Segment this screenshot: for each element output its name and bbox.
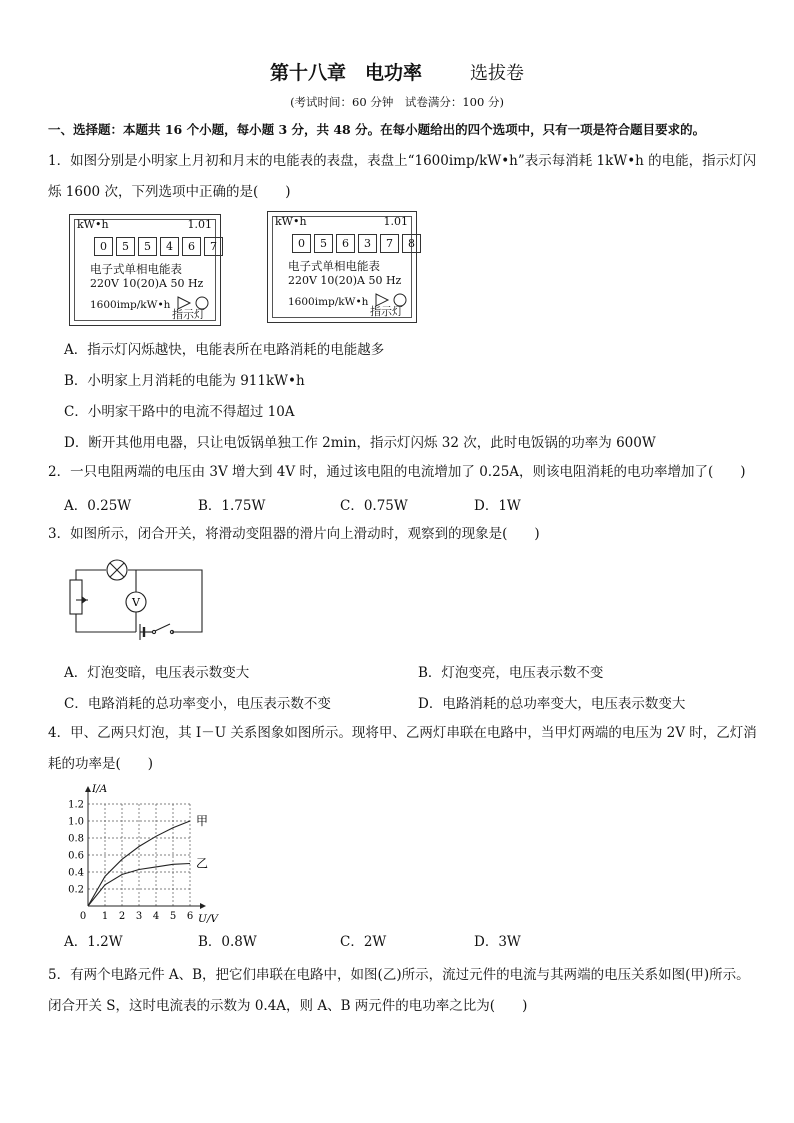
series-label: 乙	[196, 856, 209, 871]
y-tick-label: 0.8	[68, 833, 84, 845]
q2-option-b[interactable]: B．1.75W	[198, 498, 266, 514]
x-tick-label: 5	[169, 911, 177, 922]
meter-digit: 6	[336, 234, 355, 253]
question-5-stem: 5．有两个电路元件 A、B，把它们串联在电路中，如图(乙)所示，流过元件的电流与其两端的电压关系如图(甲)所示。闭合开关 S，这时电流表的示数为 0.4A，则 A、B 两元件的电功率之比为( )	[48, 967, 750, 1014]
question-2-stem: 2．一只电阻两端的电压由 3V 增大到 4V 时，通过该电阻的电流增加了 0.25A，则该电阻消耗的电功率增加了( )	[48, 464, 746, 480]
q4-option-a[interactable]: A．1.2W	[64, 934, 123, 950]
q1-option-a[interactable]: A．指示灯闪烁越快，电能表所在电路消耗的电能越多	[64, 342, 385, 358]
x-axis-arrow	[200, 903, 206, 909]
q2-option-a[interactable]: A．0.25W	[64, 498, 132, 514]
exam-tag: 选拔卷	[470, 63, 524, 84]
chart-ticks	[68, 783, 219, 925]
x-tick-label: 2	[118, 911, 126, 922]
y-tick-label: 0.6	[68, 850, 84, 862]
meter-constant: 1600imp/kW•h	[90, 299, 171, 311]
meter-digits	[94, 237, 226, 256]
question-3-stem: 3．如图所示，闭合开关，将滑动变阻器的滑片向上滑动时，观察到的现象是( )	[48, 526, 540, 542]
indicator-label: 指示灯	[172, 308, 205, 321]
meter-digit: 5	[116, 237, 135, 256]
q2-option-c[interactable]: C．0.75W	[340, 498, 408, 514]
meter-version: 1.01	[187, 218, 212, 231]
chapter-title: 第十八章 电功率	[269, 62, 422, 84]
meter-month-start	[69, 214, 221, 326]
exam-info: (考试时间：60 分钟 试卷满分：100 分)	[290, 95, 504, 109]
q3-circuit-diagram	[62, 556, 212, 648]
y-axis-arrow	[85, 786, 91, 792]
meter-type: 电子式单相电能表	[90, 262, 182, 276]
q2-option-d[interactable]: D．1W	[474, 498, 521, 514]
meter-version: 1.01	[383, 215, 408, 228]
q1-option-c[interactable]: C．小明家干路中的电流不得超过 10A	[64, 404, 295, 420]
meter-rating: 220V 10(20)A 50 Hz	[90, 277, 204, 290]
x-tick-label: 1	[101, 911, 109, 922]
y-tick-label: 1.0	[68, 816, 84, 828]
q4-option-b[interactable]: B．0.8W	[198, 934, 257, 950]
meter-digit: 6	[182, 237, 201, 256]
meter-constant: 1600imp/kW•h	[288, 296, 369, 308]
meter-month-end	[267, 211, 417, 323]
section-heading: 一、选择题：本题共 16 个小题，每小题 3 分，共 48 分。在每小题给出的四个选项中，只有一项是符合题目要求的。	[48, 122, 706, 137]
question-1-stem: 1．如图分别是小明家上月初和月末的电能表的表盘，表盘上“1600imp/kW•h”表示每消耗 1kW•h 的电能，指示灯闪烁 1600 次，下列选项中正确的是( )	[48, 153, 757, 200]
meter-digit: 0	[94, 237, 113, 256]
indicator-label: 指示灯	[370, 305, 403, 318]
x-tick-label: 0	[79, 911, 87, 922]
x-axis-label: U/V	[198, 913, 218, 925]
meter-digit: 5	[314, 234, 333, 253]
q1-option-b[interactable]: B．小明家上月消耗的电能为 911kW•h	[64, 373, 305, 389]
x-tick-label: 4	[152, 911, 160, 922]
q1-option-d[interactable]: D．断开其他用电器，只让电饭锅单独工作 2min，指示灯闪烁 32 次，此时电饭锅的功率为 600W	[64, 435, 656, 451]
question-4-stem: 4．甲、乙两只灯泡，其 I－U 关系图象如图所示。现将甲、乙两灯串联在电路中，当甲灯两端的电压为 2V 时，乙灯消耗的功率是( )	[48, 725, 757, 772]
y-tick-label: 0.2	[68, 884, 84, 896]
meter-digit: 8	[402, 234, 421, 253]
iu-chart	[60, 778, 230, 926]
q3-option-c[interactable]: C．电路消耗的总功率变小，电压表示数不变	[64, 696, 331, 712]
y-tick-label: 0.4	[68, 867, 84, 879]
y-tick-label: 1.2	[68, 799, 84, 811]
meter-digit: 5	[138, 237, 157, 256]
meter-digit: 3	[358, 234, 377, 253]
y-axis-label: I/A	[92, 783, 108, 795]
meter-digit: 0	[292, 234, 311, 253]
chart-grid	[88, 804, 190, 906]
voltmeter-label: V	[132, 596, 140, 609]
meter-digit: 7	[204, 237, 223, 256]
q4-option-d[interactable]: D．3W	[474, 934, 521, 950]
q3-option-b[interactable]: B．灯泡变亮，电压表示数不变	[418, 665, 604, 681]
meter-rating: 220V 10(20)A 50 Hz	[288, 274, 402, 287]
page-title	[0, 58, 794, 85]
meter-unit: kW•h	[275, 215, 307, 228]
chart-axes	[85, 786, 209, 909]
meter-unit: kW•h	[77, 218, 109, 231]
q4-option-c[interactable]: C．2W	[340, 934, 387, 950]
meter-type: 电子式单相电能表	[288, 259, 380, 273]
q3-option-d[interactable]: D．电路消耗的总功率变大，电压表示数变大	[418, 696, 686, 712]
meter-digit: 7	[380, 234, 399, 253]
meter-digits	[292, 234, 424, 253]
x-tick-label: 3	[135, 911, 143, 922]
series-label: 甲	[196, 814, 209, 828]
meter-digit: 4	[160, 237, 179, 256]
q3-option-a[interactable]: A．灯泡变暗，电压表示数变大	[64, 665, 250, 681]
x-tick-label: 6	[186, 911, 194, 922]
